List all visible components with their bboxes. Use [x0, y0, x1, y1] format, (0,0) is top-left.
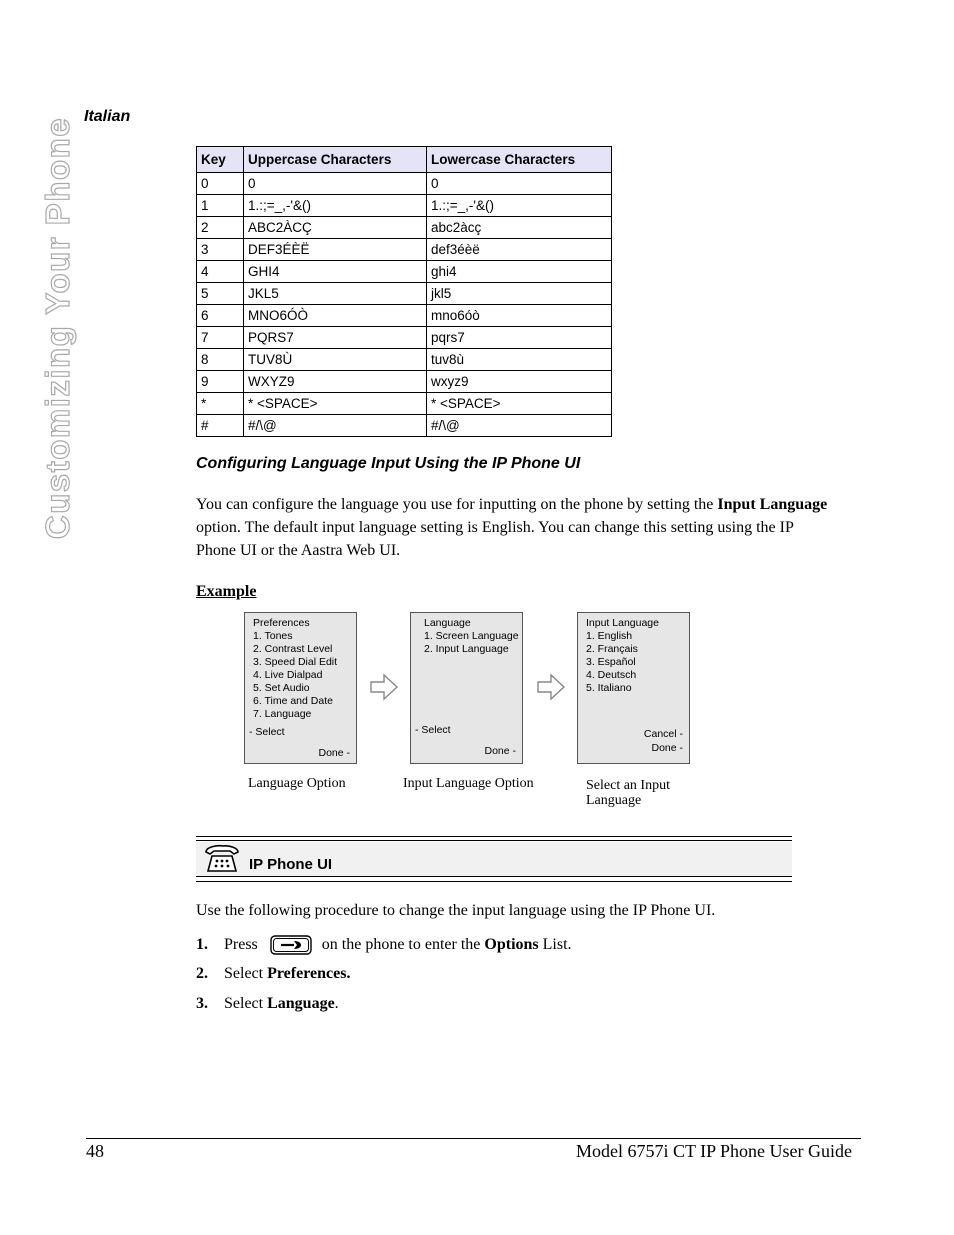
- screen-line: 7. Language: [253, 708, 312, 720]
- screen-line: 1. Screen Language: [424, 630, 519, 642]
- key-cell: 5: [197, 283, 244, 305]
- done-softkey: Done -: [318, 747, 350, 759]
- lowercase-cell: def3éèë: [427, 239, 612, 261]
- done-softkey: Done -: [484, 745, 516, 757]
- key-cell: 9: [197, 371, 244, 393]
- step-3: 3. Select Language.: [196, 995, 339, 1012]
- screen-line: 5. Italiano: [586, 682, 632, 694]
- screen-caption: Input Language Option: [403, 776, 534, 791]
- lowercase-cell: tuv8ù: [427, 349, 612, 371]
- table-row: [197, 173, 612, 195]
- lowercase-cell: pqrs7: [427, 327, 612, 349]
- lowercase-cell: #/\@: [427, 415, 612, 437]
- uppercase-cell: * <SPACE>: [244, 393, 427, 415]
- intro-paragraph: You can configure the language you use for inputting on the phone by setting the Input Language option. The default input language setting is English. You can change this setting using the IP Phone UI or the Aastra Web UI.: [196, 496, 828, 559]
- table-row: [197, 327, 612, 349]
- step-2: 2. Select Preferences.: [196, 965, 351, 982]
- ip-phone-ui-label: IP Phone UI: [249, 856, 333, 873]
- phone-icon: [203, 844, 241, 874]
- screen-line: Input Language: [586, 617, 659, 629]
- cancel-softkey: Cancel -: [643, 728, 683, 740]
- input-language-term: Input Language: [717, 496, 828, 513]
- page-number: 48: [86, 1141, 104, 1161]
- screen-line: Language: [424, 617, 471, 629]
- right-arrow-icon: [369, 672, 399, 702]
- uppercase-cell: WXYZ9: [244, 371, 427, 393]
- uppercase-cell: GHI4: [244, 261, 427, 283]
- step-1: 1. Press on the phone to enter the Options List.: [196, 935, 572, 955]
- key-cell: 1: [197, 195, 244, 217]
- table-row: [197, 283, 612, 305]
- screen-input-language: [577, 612, 690, 764]
- guide-title: Model 6757i CT IP Phone User Guide: [576, 1141, 852, 1161]
- uppercase-cell: JKL5: [244, 283, 427, 305]
- screen-line: 6. Time and Date: [253, 695, 333, 707]
- lowercase-cell: wxyz9: [427, 371, 612, 393]
- lowercase-cell: abc2àcç: [427, 217, 612, 239]
- screen-line: 4. Deutsch: [586, 669, 637, 681]
- screen-caption: Select an Input Language: [586, 778, 670, 808]
- uppercase-cell: PQRS7: [244, 327, 427, 349]
- divider: [196, 836, 792, 837]
- screen-lines: [253, 617, 337, 721]
- select-softkey: - Select: [415, 724, 451, 736]
- key-cell: *: [197, 393, 244, 415]
- key-cell: 8: [197, 349, 244, 371]
- divider: [196, 881, 792, 882]
- table-row: [197, 239, 612, 261]
- screen-lines: [424, 617, 519, 656]
- character-table: [196, 146, 612, 437]
- divider: [196, 876, 792, 877]
- key-cell: 7: [197, 327, 244, 349]
- right-arrow-icon: [536, 672, 566, 702]
- procedure-intro: Use the following procedure to change the input language using the IP Phone UI.: [196, 902, 716, 919]
- screen-line: 2. Contrast Level: [253, 643, 333, 655]
- example-label: Example: [196, 583, 257, 600]
- table-row: [197, 217, 612, 239]
- screen-line: 2. Input Language: [424, 643, 509, 655]
- key-cell: 2: [197, 217, 244, 239]
- screen-lines: [586, 617, 659, 695]
- column-header-lowercase: Lowercase Characters: [427, 147, 612, 173]
- uppercase-cell: 0: [244, 173, 427, 195]
- table-row: [197, 393, 612, 415]
- key-cell: 6: [197, 305, 244, 327]
- screen-line: 5. Set Audio: [253, 682, 310, 694]
- done-softkey: Done -: [651, 742, 683, 754]
- table-row: [197, 371, 612, 393]
- uppercase-cell: 1.:;=_,-'&(): [244, 195, 427, 217]
- table-row: [197, 195, 612, 217]
- lowercase-cell: mno6óò: [427, 305, 612, 327]
- uppercase-cell: #/\@: [244, 415, 427, 437]
- table-row: [197, 415, 612, 437]
- screen-line: 2. Français: [586, 643, 638, 655]
- lowercase-cell: ghi4: [427, 261, 612, 283]
- key-cell: 0: [197, 173, 244, 195]
- column-header-key: Key: [197, 147, 244, 173]
- key-cell: #: [197, 415, 244, 437]
- uppercase-cell: DEF3ÉÈË: [244, 239, 427, 261]
- table-row: [197, 349, 612, 371]
- table-row: [197, 261, 612, 283]
- options-key-icon: [270, 935, 312, 955]
- screen-line: 3. Speed Dial Edit: [253, 656, 338, 668]
- select-softkey: - Select: [249, 726, 285, 738]
- uppercase-cell: ABC2ÀCÇ: [244, 217, 427, 239]
- lowercase-cell: jkl5: [427, 283, 612, 305]
- screen-line: Preferences: [253, 617, 310, 629]
- screen-line: 1. Tones: [253, 630, 293, 642]
- column-header-uppercase: Uppercase Characters: [244, 147, 427, 173]
- table-row: [197, 305, 612, 327]
- lowercase-cell: 1.:;=_,-'&(): [427, 195, 612, 217]
- screen-line: 1. English: [586, 630, 633, 642]
- uppercase-cell: TUV8Ù: [244, 349, 427, 371]
- lowercase-cell: * <SPACE>: [427, 393, 612, 415]
- screen-caption: Language Option: [248, 776, 346, 791]
- key-cell: 4: [197, 261, 244, 283]
- divider: [196, 840, 792, 841]
- screen-line: 3. Español: [586, 656, 636, 668]
- footer-rule: [86, 1138, 861, 1139]
- table-header-row: [197, 147, 612, 173]
- key-cell: 3: [197, 239, 244, 261]
- section-title: Italian: [84, 108, 131, 125]
- screen-line: 4. Live Dialpad: [253, 669, 323, 681]
- screen-language: [410, 612, 523, 764]
- uppercase-cell: MNO6ÓÒ: [244, 305, 427, 327]
- chapter-side-title: Customizing Your Phone: [39, 116, 76, 540]
- subsection-title: Configuring Language Input Using the IP Phone UI: [196, 455, 581, 472]
- screen-preferences: [244, 612, 357, 764]
- lowercase-cell: 0: [427, 173, 612, 195]
